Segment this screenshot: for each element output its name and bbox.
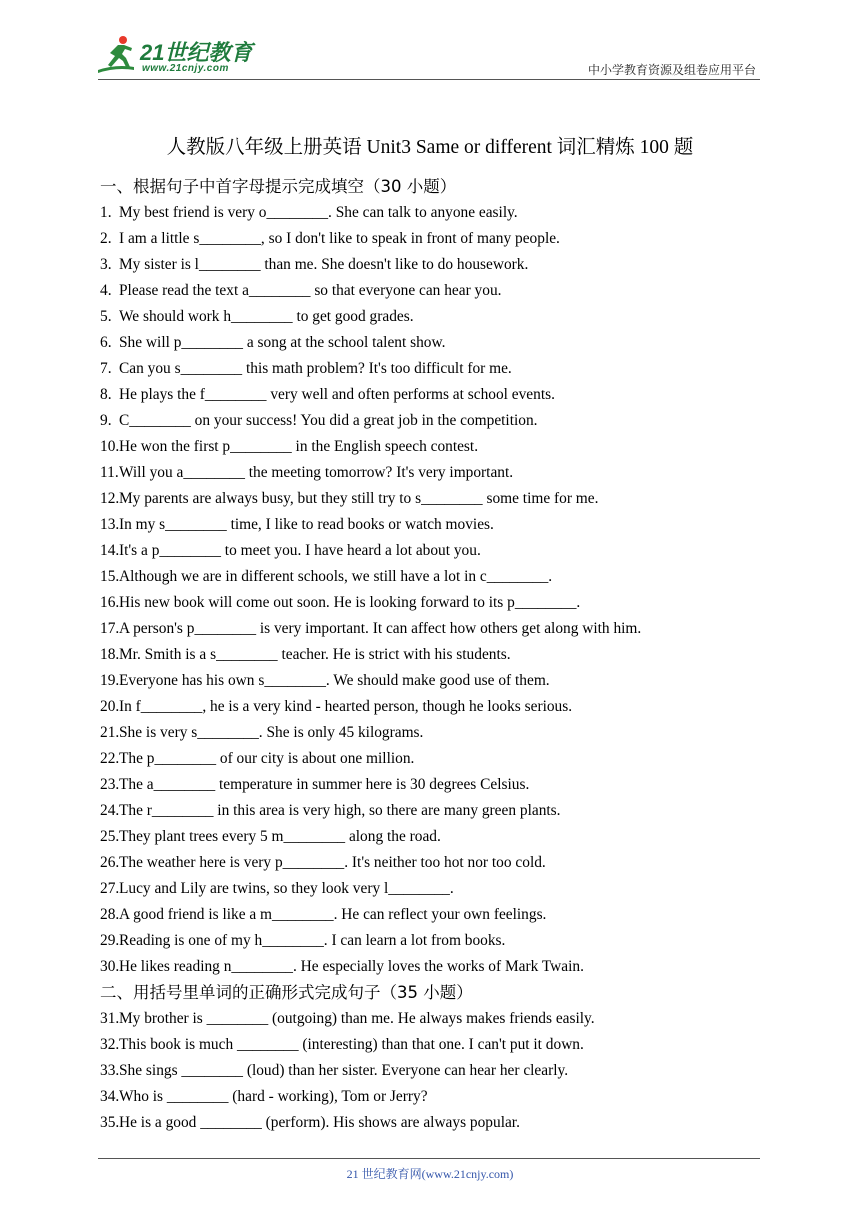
header-divider bbox=[98, 79, 760, 80]
question-text: Please read the text a________ so that everyone can hear you. bbox=[119, 282, 502, 299]
question-number: 7. bbox=[100, 360, 112, 377]
question-text: The weather here is very p________. It's neither too hot nor too cold. bbox=[119, 854, 546, 871]
question-text: He plays the f________ very well and often performs at school events. bbox=[119, 386, 555, 403]
question-item bbox=[100, 460, 760, 486]
question-number: 12. bbox=[100, 490, 120, 507]
question-number: 30. bbox=[100, 958, 120, 975]
question-number: 20. bbox=[100, 698, 120, 715]
question-item bbox=[100, 746, 760, 772]
question-number: 1. bbox=[100, 204, 112, 221]
page-footer[interactable]: 21 世纪教育网(www.21cnjy.com) bbox=[346, 1167, 514, 1181]
question-number: 15. bbox=[100, 568, 120, 585]
question-item bbox=[100, 798, 760, 824]
question-number: 18. bbox=[100, 646, 120, 663]
question-item bbox=[100, 954, 760, 980]
question-number: 28. bbox=[100, 906, 120, 923]
document-title: 人教版八年级上册英语 Unit3 Same or different 词汇精炼 100 题 bbox=[166, 137, 694, 158]
question-text: His new book will come out soon. He is looking forward to its p________. bbox=[119, 594, 581, 611]
question-text: My sister is l________ than me. She doesn't like to do housework. bbox=[119, 256, 529, 273]
question-text: Can you s________ this math problem? It's too difficult for me. bbox=[119, 360, 512, 377]
logo-text: 21世纪教育 bbox=[140, 40, 253, 65]
question-item bbox=[100, 278, 760, 304]
question-number: 13. bbox=[100, 516, 120, 533]
question-text: Lucy and Lily are twins, so they look very l________. bbox=[119, 880, 454, 897]
question-item bbox=[100, 1032, 760, 1058]
question-item bbox=[100, 1110, 760, 1136]
question-text: Mr. Smith is a s________ teacher. He is strict with his students. bbox=[119, 646, 511, 663]
question-text: C________ on your success! You did a great job in the competition. bbox=[119, 412, 538, 429]
question-item bbox=[100, 824, 760, 850]
question-text: I am a little s________, so I don't like to speak in front of many people. bbox=[119, 230, 560, 247]
question-item bbox=[100, 252, 760, 278]
question-text: It's a p________ to meet you. I have heard a lot about you. bbox=[119, 542, 481, 559]
question-item bbox=[100, 434, 760, 460]
question-text: She is very s________. She is only 45 kilograms. bbox=[119, 724, 424, 741]
question-number: 26. bbox=[100, 854, 120, 871]
question-number: 31. bbox=[100, 1010, 120, 1027]
question-text: My best friend is very o________. She can talk to anyone easily. bbox=[119, 204, 518, 221]
question-number: 17. bbox=[100, 620, 120, 637]
question-number: 19. bbox=[100, 672, 120, 689]
question-item bbox=[100, 304, 760, 330]
question-number: 23. bbox=[100, 776, 120, 793]
question-item bbox=[100, 876, 760, 902]
question-item bbox=[100, 642, 760, 668]
logo-url: www.21cnjy.com bbox=[142, 63, 229, 74]
question-text: He is a good ________ (perform). His shows are always popular. bbox=[119, 1114, 520, 1131]
question-text: A good friend is like a m________. He can reflect your own feelings. bbox=[119, 906, 547, 923]
question-number: 35. bbox=[100, 1114, 120, 1131]
question-number: 2. bbox=[100, 230, 112, 247]
question-number: 4. bbox=[100, 282, 112, 299]
question-text: In f________, he is a very kind - hearted person, though he looks serious. bbox=[119, 698, 573, 715]
page-header bbox=[0, 0, 860, 90]
question-item bbox=[100, 1058, 760, 1084]
question-item bbox=[100, 564, 760, 590]
question-text: They plant trees every 5 m________ along the road. bbox=[119, 828, 441, 845]
question-text: The a________ temperature in summer here is 30 degrees Celsius. bbox=[119, 776, 530, 793]
question-number: 33. bbox=[100, 1062, 120, 1079]
question-number: 5. bbox=[100, 308, 112, 325]
question-number: 32. bbox=[100, 1036, 120, 1053]
question-text: The r________ in this area is very high, so there are many green plants. bbox=[119, 802, 561, 819]
question-text: Will you a________ the meeting tomorrow? It's very important. bbox=[119, 464, 514, 481]
runner-logo-icon bbox=[96, 34, 136, 76]
question-number: 27. bbox=[100, 880, 120, 897]
question-item bbox=[100, 694, 760, 720]
question-item bbox=[100, 928, 760, 954]
question-text: The p________ of our city is about one million. bbox=[119, 750, 415, 767]
question-text: Everyone has his own s________. We should make good use of them. bbox=[119, 672, 550, 689]
question-item bbox=[100, 1006, 760, 1032]
question-item bbox=[100, 720, 760, 746]
question-number: 29. bbox=[100, 932, 120, 949]
question-text: He likes reading n________. He especially loves the works of Mark Twain. bbox=[119, 958, 584, 975]
question-number: 22. bbox=[100, 750, 120, 767]
section-heading: 一、根据句子中首字母提示完成填空（30 小题） bbox=[100, 177, 457, 196]
question-number: 34. bbox=[100, 1088, 120, 1105]
header-tagline: 中小学教育资源及组卷应用平台 bbox=[587, 63, 756, 77]
question-text: My brother is ________ (outgoing) than me. He always makes friends easily. bbox=[119, 1010, 595, 1027]
document-body bbox=[100, 174, 760, 1136]
question-item bbox=[100, 616, 760, 642]
question-text: My parents are always busy, but they still try to s________ some time for me. bbox=[119, 490, 599, 507]
question-number: 14. bbox=[100, 542, 120, 559]
question-text: A person's p________ is very important. It can affect how others get along with him. bbox=[119, 620, 642, 637]
question-number: 10. bbox=[100, 438, 120, 455]
question-number: 16. bbox=[100, 594, 120, 611]
question-item bbox=[100, 590, 760, 616]
question-text: She will p________ a song at the school talent show. bbox=[119, 334, 446, 351]
question-item bbox=[100, 512, 760, 538]
footer-divider bbox=[98, 1158, 760, 1159]
question-text: Reading is one of my h________. I can learn a lot from books. bbox=[119, 932, 506, 949]
question-number: 8. bbox=[100, 386, 112, 403]
site-logo[interactable] bbox=[96, 34, 266, 78]
question-item bbox=[100, 226, 760, 252]
question-item bbox=[100, 538, 760, 564]
question-number: 25. bbox=[100, 828, 120, 845]
question-text: Although we are in different schools, we still have a lot in c________. bbox=[119, 568, 553, 585]
question-item bbox=[100, 850, 760, 876]
question-number: 24. bbox=[100, 802, 120, 819]
question-item bbox=[100, 486, 760, 512]
question-text: In my s________ time, I like to read books or watch movies. bbox=[119, 516, 494, 533]
question-number: 6. bbox=[100, 334, 112, 351]
question-text: This book is much ________ (interesting) than that one. I can't put it down. bbox=[119, 1036, 584, 1053]
question-item bbox=[100, 356, 760, 382]
question-item bbox=[100, 902, 760, 928]
question-item bbox=[100, 330, 760, 356]
question-number: 21. bbox=[100, 724, 120, 741]
question-text: We should work h________ to get good grades. bbox=[119, 308, 414, 325]
question-item bbox=[100, 668, 760, 694]
section-heading: 二、用括号里单词的正确形式完成句子（35 小题） bbox=[100, 983, 473, 1002]
question-text: He won the first p________ in the English speech contest. bbox=[119, 438, 479, 455]
question-item bbox=[100, 772, 760, 798]
question-item bbox=[100, 408, 760, 434]
question-item bbox=[100, 382, 760, 408]
question-text: She sings ________ (loud) than her sister. Everyone can hear her clearly. bbox=[119, 1062, 569, 1079]
question-number: 11. bbox=[100, 464, 119, 481]
question-number: 9. bbox=[100, 412, 112, 429]
question-number: 3. bbox=[100, 256, 112, 273]
question-item bbox=[100, 200, 760, 226]
question-item bbox=[100, 1084, 760, 1110]
question-text: Who is ________ (hard - working), Tom or Jerry? bbox=[119, 1088, 428, 1105]
